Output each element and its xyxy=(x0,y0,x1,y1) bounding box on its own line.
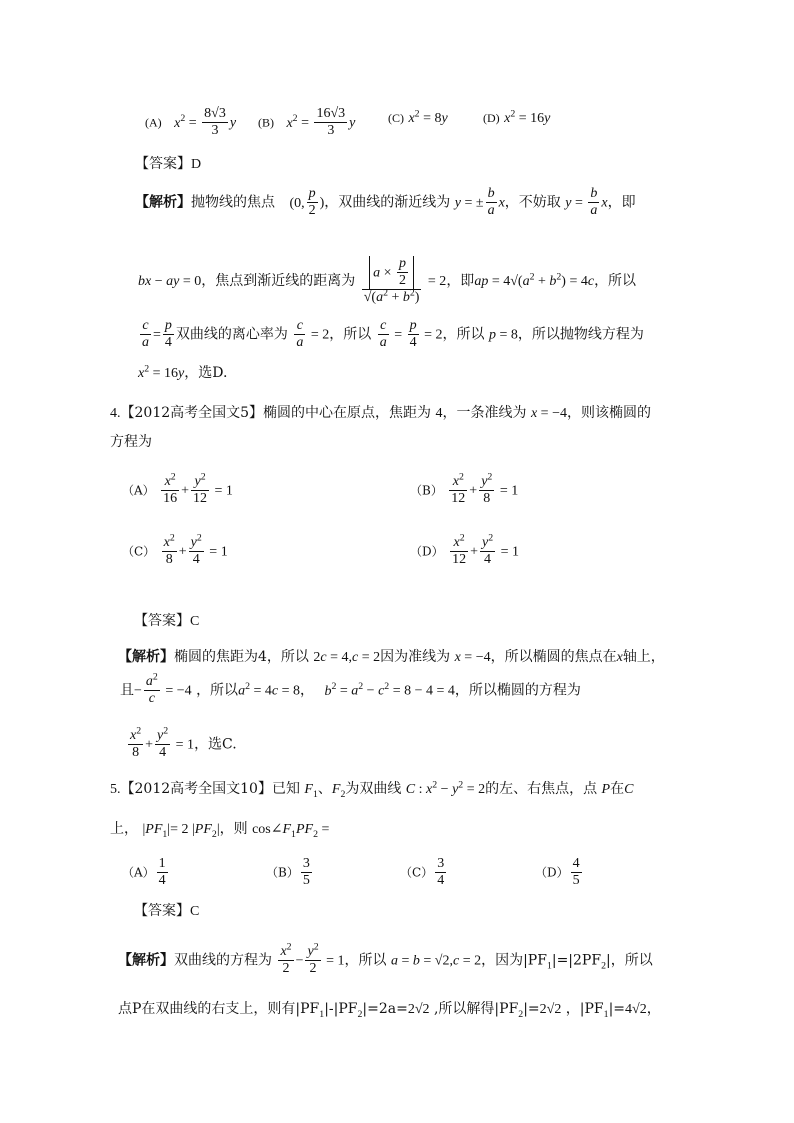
p4-analysis-line-3: $\frac{x^2}{8}$ + $\frac{y^2}{4}$ = 1，选C. xyxy=(130,725,237,761)
p5-stem-line-1: 5.【2012高考全国文10】已知 $F_1$、$F_2$为双曲线 C : $x^2 - y^2 = 2$的左、右焦点，点 P在C xyxy=(110,779,634,800)
p4-option-c: （C） $\frac{x^2}{8}$ + $\frac{y^2}{4}$ = 1 xyxy=(122,532,228,568)
p5-analysis-line-2: 点P在双曲线的右支上，则有$|PF_1|-|PF_2|=2a=2√2$ ,所以解得$|PF_2|=2√2$ ，$|PF_1|=4√2$， xyxy=(118,1001,661,1020)
p3-option-b: (B) $x^2$ = $\frac{16√3}{3}$ y xyxy=(258,106,356,139)
p3-analysis-line-1: 【解析】抛物线的焦点 (0, $\frac{p}{2}$ )，双曲线的渐近线为 y = ± $\frac{b}{a}$ x，不妨取 y = $\frac{b}{a}$ x，即 xyxy=(135,186,636,219)
p5-option-d: （D） $\frac{4}{5}$ xyxy=(535,856,580,889)
p5-option-c: （C） $\frac{3}{4}$ xyxy=(400,856,445,889)
p5-analysis-line-1: 【解析】双曲线的方程为 $\frac{x^2}{2}$ − $\frac{y^2}{2}$ = 1，所以 a = b = √2,c = 2，因为$|PF_1|=|2PF_2|$，所以 xyxy=(118,941,653,977)
p3-answer: 【答案】D xyxy=(135,156,202,172)
p4-option-d: （D） $\frac{x^2}{12}$ + $\frac{y^2}{4}$ = 1 xyxy=(410,532,520,568)
p3-analysis-line-2: bx − ay = 0，焦点到渐近线的距离为 a × $\frac{p}{2}$ $√(a^2 + b^2)$ = 2，即ap = $4√(a^2 + b^2) = 4c$，所以 xyxy=(138,256,637,306)
p5-answer: 【答案】C xyxy=(134,903,200,919)
p4-stem-line-1: 4.【2012高考全国文5】椭圆的中心在原点，焦距为 4，一条准线为 x = −4，则该椭圆的 xyxy=(110,405,651,421)
p4-option-a: （A） $\frac{x^2}{16}$ + $\frac{y^2}{12}$ = 1 xyxy=(122,471,233,507)
p5-option-b: （B） $\frac{3}{5}$ xyxy=(266,856,310,889)
p5-stem-line-2: 上， $|PF_1|= 2$ $|PF_2|$，则 $\cos\angle F_1PF_2$ = xyxy=(110,821,330,840)
p5-option-a: （A） $\frac{1}{4}$ xyxy=(122,856,166,889)
p3-analysis-line-4: $x^2 = 16y$，选D. xyxy=(138,363,228,381)
p3-option-d: (D) $x^2 = 16y$ xyxy=(483,108,551,126)
p4-analysis-line-2: 且− $\frac{a^2}{c}$ = −4 ，所以$a^2 = 4c = 8$， $b^2 = a^2 - c^2 = 8 - 4 = 4$，所以椭圆的方程为 xyxy=(120,671,581,707)
p4-analysis-line-1: 【解析】椭圆的焦距为4，所以 2c = 4,c = 2因为准线为 x = −4，所以椭圆的焦点在x轴上， xyxy=(118,649,665,665)
p3-analysis-line-3: $\frac{c}{a}$ = $\frac{p}{4}$ 双曲线的离心率为 $\frac{c}{a}$ = 2，所以 $\frac{c}{a}$ = $\frac{p}{4}$ = 2，所以 p = 8，所以抛物线方程为 xyxy=(142,318,644,351)
p3-option-a: (A) $x^2$ = $\frac{8√3}{3}$ y xyxy=(145,106,237,139)
p4-answer: 【答案】C xyxy=(134,613,200,629)
p3-option-c: (C) $x^2 = 8y$ xyxy=(388,108,448,126)
p4-stem-line-2: 方程为 xyxy=(110,434,152,450)
p4-option-b: （B） $\frac{x^2}{12}$ + $\frac{y^2}{8}$ = 1 xyxy=(410,471,519,507)
